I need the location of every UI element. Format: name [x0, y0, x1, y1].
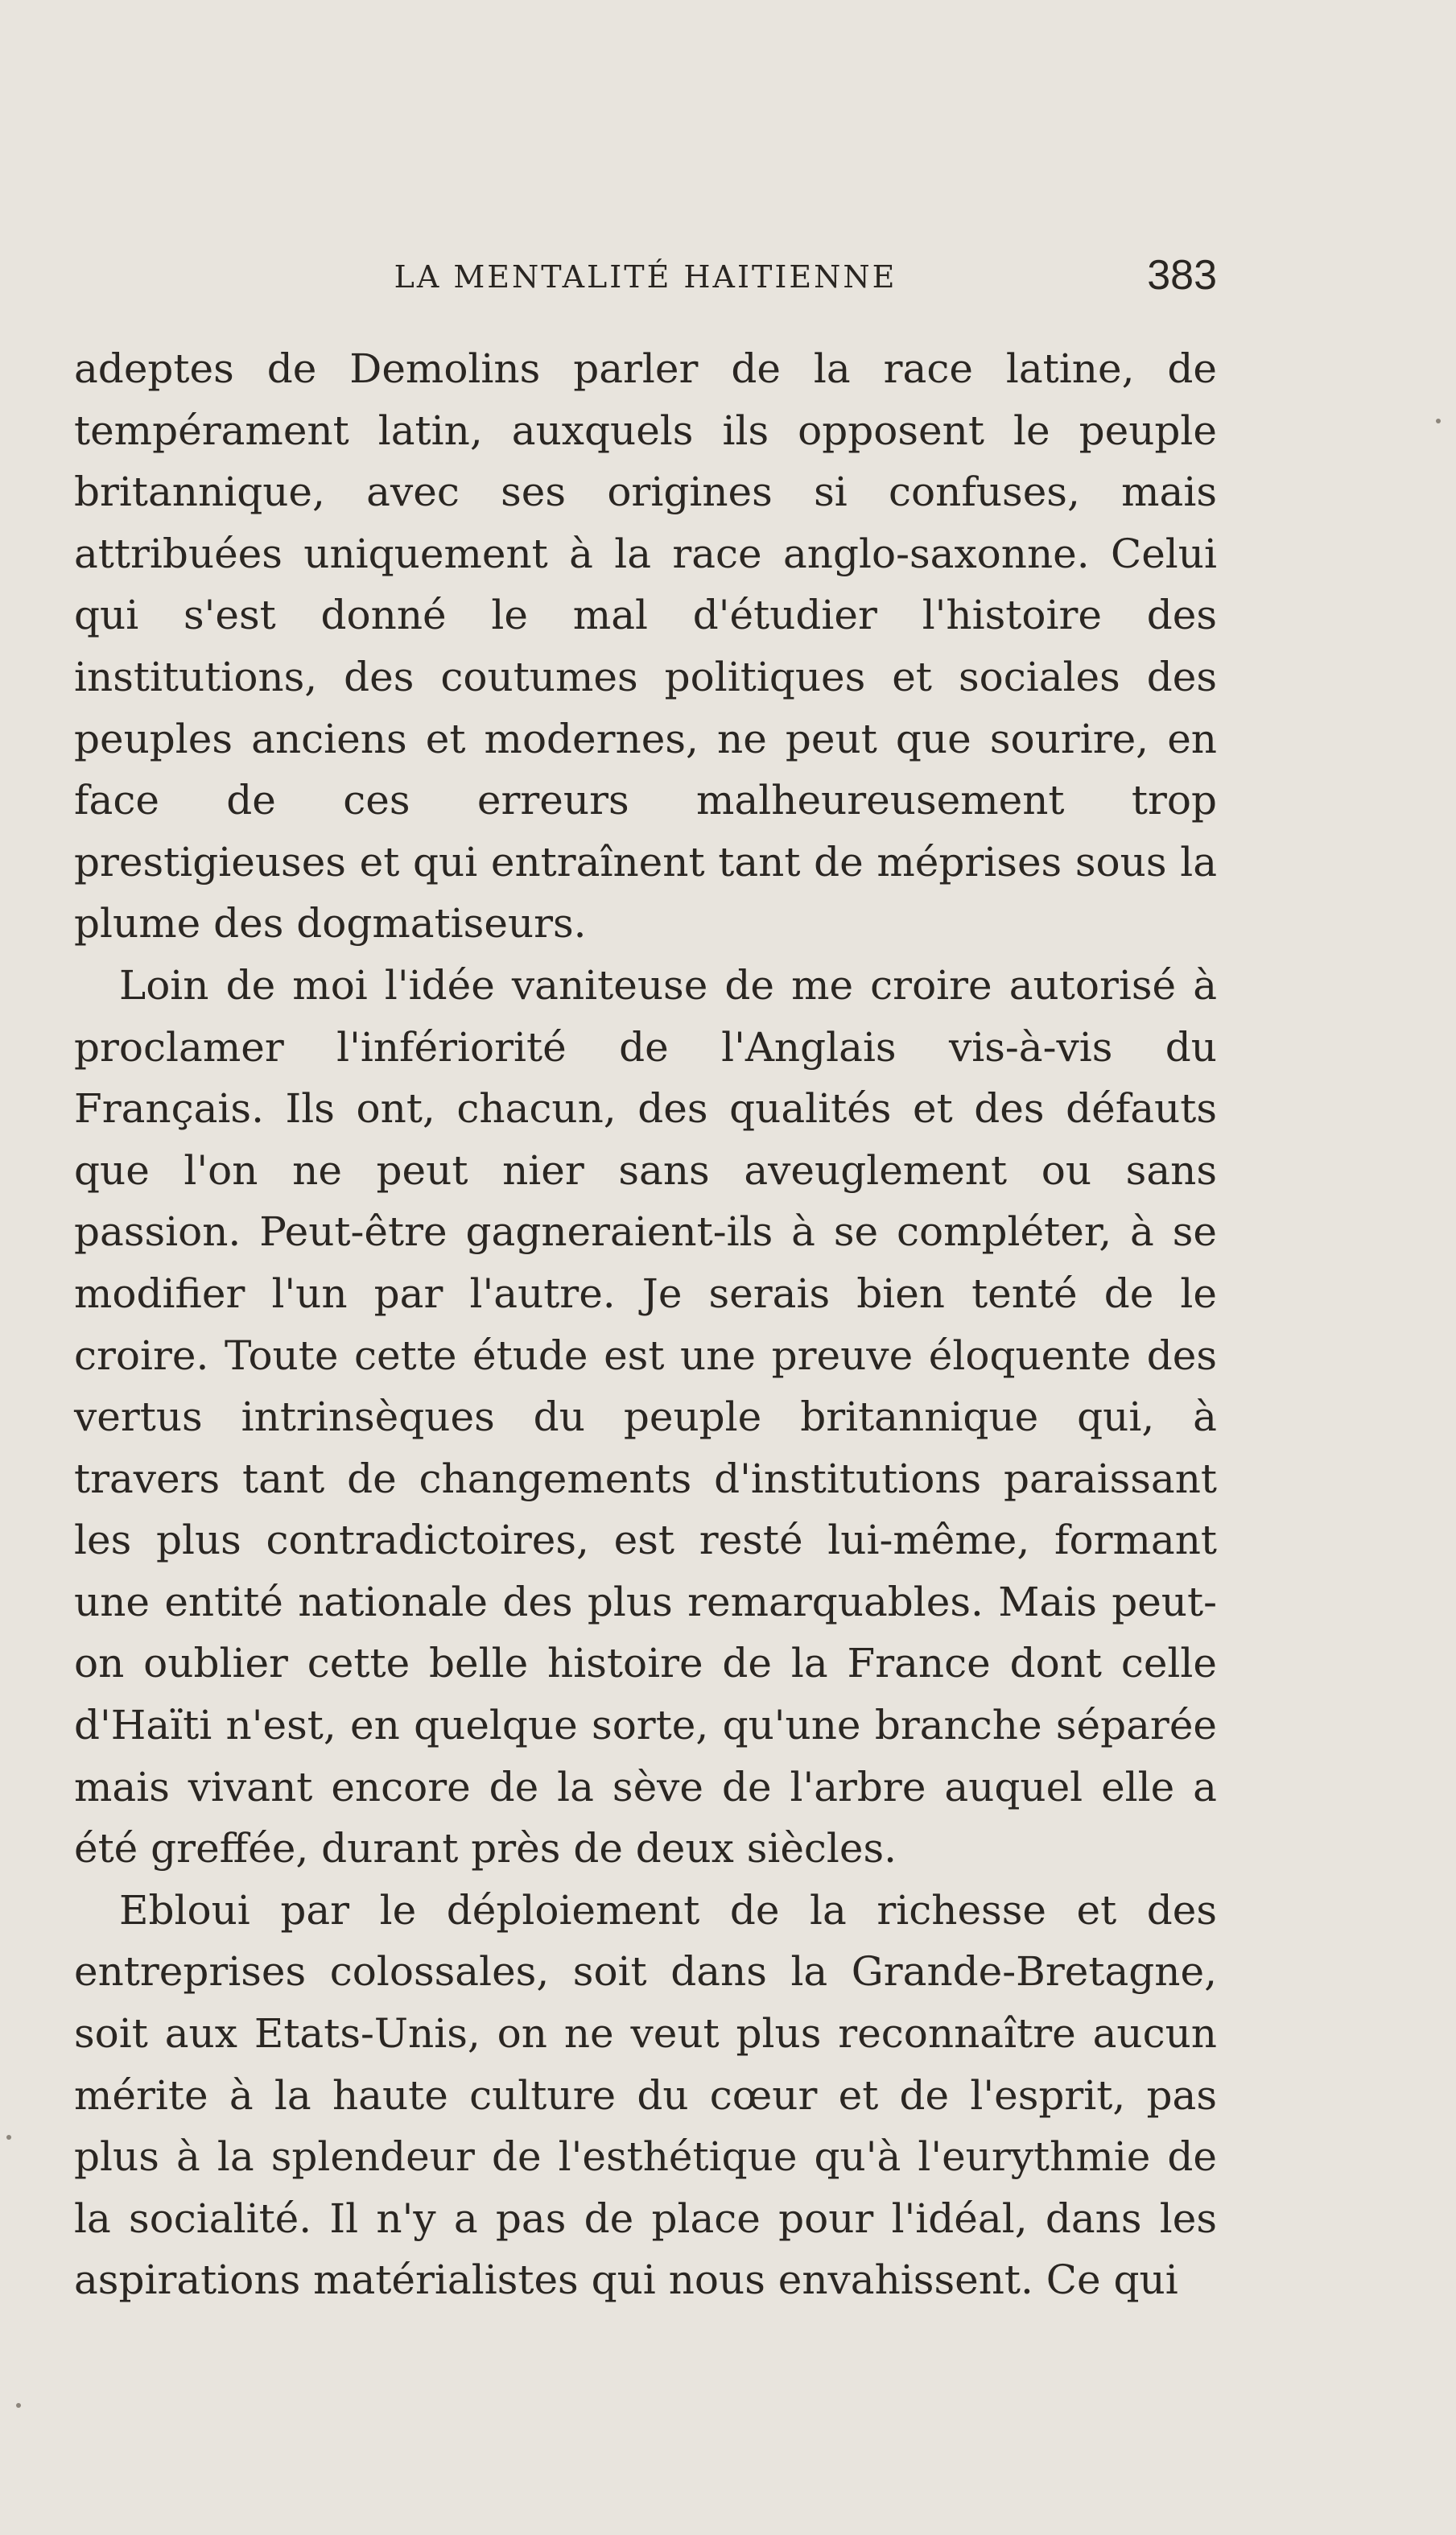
running-title: LA MENTALITÉ HAITIENNE — [394, 259, 897, 295]
page-number: 383 — [1147, 252, 1217, 299]
paragraph-3: Ebloui par le déploiement de la richesse et des entreprises colossales, soit dans la Grande-Bretagne, soit aux Etats-Unis, on ne veut plus reconnaître aucun mérite à la haute culture du cœur et de l'esprit, pas plus à la splendeur de l'esthétique qu'à l'eurythmie de la socialité. Il n'y a pas de place pour l'idéal, dans les aspirations matérialistes qui nous envahissent. Ce qui — [74, 1886, 1217, 2304]
running-header — [74, 251, 1217, 299]
paper-speck — [16, 2403, 21, 2408]
paragraph-2: Loin de moi l'idée vaniteuse de me croire autorisé à proclamer l'infériorité de l'Anglais vis-à-vis du Français. Ils ont, chacun, des qualités et des défauts que l'on ne peut nier sans aveuglement ou sans passion. Peut-être gagneraient-ils à se compléter, à se modifier l'un par l'autre. Je serais bien tenté de le croire. Toute cette étude est une preuve éloquente des vertus intrinsèques du peuple britannique qui, à travers tant de changements d'institutions paraissant les plus contradictoires, est resté lui-même, formant une entité nationale des plus remarquables. Mais peut-on oublier cette belle histoire de la France dont celle d'Haïti n'est, en quelque sorte, qu'une branche séparée mais vivant encore de la sève de l'arbre auquel elle a été greffée, durant près de deux siècles. — [74, 961, 1217, 1872]
body-text — [74, 338, 1217, 2311]
paper-speck — [1436, 419, 1441, 423]
paragraph-1: adeptes de Demolins parler de la race latine, de tempérament latin, auxquels ils opposent le peuple britannique, avec ses origines si confuses, mais attribuées uniquement à la race anglo-saxonne. Celui qui s'est donné le mal d'étudier l'histoire des institutions, des coutumes politiques et sociales des peuples anciens et modernes, ne peut que sourire, en face de ces erreurs malheureusement trop prestigieuses et qui entraînent tant de méprises sous la plume des dogmatiseurs. — [74, 345, 1217, 948]
paper-speck — [6, 2135, 11, 2140]
